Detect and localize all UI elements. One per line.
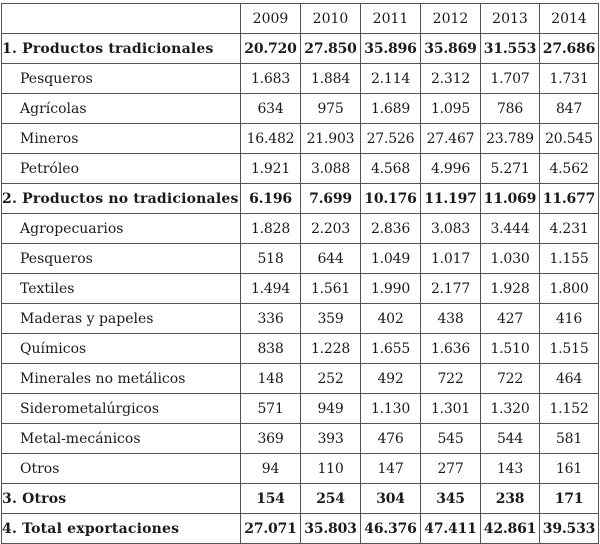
value-cell: 402 <box>361 304 421 334</box>
table-row <box>2 244 599 274</box>
row-label: Pesqueros <box>2 64 241 94</box>
value-cell: 3.088 <box>301 154 361 184</box>
value-cell: 1.561 <box>301 274 361 304</box>
value-cell: 1.155 <box>540 244 599 274</box>
value-cell: 3.083 <box>421 214 481 244</box>
value-cell: 1.152 <box>540 394 599 424</box>
value-cell: 277 <box>421 454 481 484</box>
value-cell: 427 <box>481 304 540 334</box>
year-header: 2009 <box>241 4 301 34</box>
row-label: Minerales no metálicos <box>2 364 241 394</box>
value-cell: 336 <box>241 304 301 334</box>
value-cell: 1.130 <box>361 394 421 424</box>
value-cell: 171 <box>540 484 599 514</box>
value-cell: 11.677 <box>540 184 599 214</box>
value-cell: 42.861 <box>481 514 540 544</box>
value-cell: 2.203 <box>301 214 361 244</box>
value-cell: 6.196 <box>241 184 301 214</box>
value-cell: 4.231 <box>540 214 599 244</box>
value-cell: 1.320 <box>481 394 540 424</box>
row-label: Pesqueros <box>2 244 241 274</box>
value-cell: 27.071 <box>241 514 301 544</box>
value-cell: 94 <box>241 454 301 484</box>
table-row-section <box>2 34 599 64</box>
value-cell: 464 <box>540 364 599 394</box>
table-row <box>2 304 599 334</box>
row-label: Maderas y papeles <box>2 304 241 334</box>
value-cell: 7.699 <box>301 184 361 214</box>
value-cell: 20.720 <box>241 34 301 64</box>
value-cell: 35.869 <box>421 34 481 64</box>
value-cell: 345 <box>421 484 481 514</box>
value-cell: 847 <box>540 94 599 124</box>
table-row <box>2 94 599 124</box>
row-label: 4. Total exportaciones <box>2 514 241 544</box>
value-cell: 4.568 <box>361 154 421 184</box>
value-cell: 1.636 <box>421 334 481 364</box>
table-row <box>2 274 599 304</box>
value-cell: 110 <box>301 454 361 484</box>
value-cell: 39.533 <box>540 514 599 544</box>
value-cell: 476 <box>361 424 421 454</box>
value-cell: 304 <box>361 484 421 514</box>
value-cell: 2.114 <box>361 64 421 94</box>
value-cell: 147 <box>361 454 421 484</box>
value-cell: 359 <box>301 304 361 334</box>
row-label: 3. Otros <box>2 484 241 514</box>
value-cell: 544 <box>481 424 540 454</box>
table-row <box>2 364 599 394</box>
value-cell: 1.921 <box>241 154 301 184</box>
value-cell: 10.176 <box>361 184 421 214</box>
value-cell: 1.731 <box>540 64 599 94</box>
value-cell: 1.707 <box>481 64 540 94</box>
value-cell: 23.789 <box>481 124 540 154</box>
row-label: 2. Productos no tradicionales <box>2 184 241 214</box>
value-cell: 581 <box>540 424 599 454</box>
value-cell: 518 <box>241 244 301 274</box>
row-label: Otros <box>2 454 241 484</box>
value-cell: 571 <box>241 394 301 424</box>
value-cell: 21.903 <box>301 124 361 154</box>
value-cell: 27.526 <box>361 124 421 154</box>
table-row <box>2 64 599 94</box>
table-row <box>2 214 599 244</box>
value-cell: 722 <box>421 364 481 394</box>
row-label: Textiles <box>2 274 241 304</box>
row-label: Metal-mecánicos <box>2 424 241 454</box>
table-row <box>2 454 599 484</box>
value-cell: 1.990 <box>361 274 421 304</box>
value-cell: 11.197 <box>421 184 481 214</box>
value-cell: 254 <box>301 484 361 514</box>
row-label: Químicos <box>2 334 241 364</box>
value-cell: 154 <box>241 484 301 514</box>
value-cell: 644 <box>301 244 361 274</box>
value-cell: 1.301 <box>421 394 481 424</box>
header-corner-cell <box>2 4 241 34</box>
header-row <box>2 4 599 34</box>
value-cell: 27.467 <box>421 124 481 154</box>
value-cell: 1.017 <box>421 244 481 274</box>
value-cell: 4.996 <box>421 154 481 184</box>
row-label: 1. Productos tradicionales <box>2 34 241 64</box>
value-cell: 161 <box>540 454 599 484</box>
table-row-section <box>2 484 599 514</box>
value-cell: 1.683 <box>241 64 301 94</box>
table-body <box>2 34 599 544</box>
value-cell: 148 <box>241 364 301 394</box>
row-label: Mineros <box>2 124 241 154</box>
value-cell: 1.228 <box>301 334 361 364</box>
year-header: 2014 <box>540 4 599 34</box>
value-cell: 16.482 <box>241 124 301 154</box>
value-cell: 27.686 <box>540 34 599 64</box>
value-cell: 1.689 <box>361 94 421 124</box>
table-row <box>2 424 599 454</box>
table-row <box>2 124 599 154</box>
value-cell: 1.655 <box>361 334 421 364</box>
value-cell: 438 <box>421 304 481 334</box>
table-row <box>2 334 599 364</box>
value-cell: 143 <box>481 454 540 484</box>
value-cell: 369 <box>241 424 301 454</box>
value-cell: 11.069 <box>481 184 540 214</box>
value-cell: 2.312 <box>421 64 481 94</box>
value-cell: 949 <box>301 394 361 424</box>
value-cell: 1.494 <box>241 274 301 304</box>
value-cell: 2.177 <box>421 274 481 304</box>
value-cell: 634 <box>241 94 301 124</box>
year-header: 2012 <box>421 4 481 34</box>
value-cell: 1.828 <box>241 214 301 244</box>
value-cell: 1.884 <box>301 64 361 94</box>
row-label: Agropecuarios <box>2 214 241 244</box>
value-cell: 838 <box>241 334 301 364</box>
value-cell: 393 <box>301 424 361 454</box>
value-cell: 545 <box>421 424 481 454</box>
value-cell: 238 <box>481 484 540 514</box>
value-cell: 416 <box>540 304 599 334</box>
value-cell: 1.510 <box>481 334 540 364</box>
value-cell: 2.836 <box>361 214 421 244</box>
value-cell: 3.444 <box>481 214 540 244</box>
table-row <box>2 394 599 424</box>
value-cell: 1.800 <box>540 274 599 304</box>
value-cell: 252 <box>301 364 361 394</box>
value-cell: 4.562 <box>540 154 599 184</box>
value-cell: 47.411 <box>421 514 481 544</box>
year-header: 2013 <box>481 4 540 34</box>
table-row-section <box>2 184 599 214</box>
value-cell: 786 <box>481 94 540 124</box>
value-cell: 1.095 <box>421 94 481 124</box>
value-cell: 1.515 <box>540 334 599 364</box>
value-cell: 46.376 <box>361 514 421 544</box>
value-cell: 722 <box>481 364 540 394</box>
value-cell: 35.803 <box>301 514 361 544</box>
value-cell: 1.030 <box>481 244 540 274</box>
value-cell: 20.545 <box>540 124 599 154</box>
row-label: Siderometalúrgicos <box>2 394 241 424</box>
table-row <box>2 154 599 184</box>
value-cell: 1.049 <box>361 244 421 274</box>
value-cell: 1.928 <box>481 274 540 304</box>
table-row-section <box>2 514 599 544</box>
value-cell: 492 <box>361 364 421 394</box>
year-header: 2010 <box>301 4 361 34</box>
row-label: Agrícolas <box>2 94 241 124</box>
value-cell: 975 <box>301 94 361 124</box>
exports-table <box>1 3 599 544</box>
year-header: 2011 <box>361 4 421 34</box>
row-label: Petróleo <box>2 154 241 184</box>
value-cell: 35.896 <box>361 34 421 64</box>
value-cell: 27.850 <box>301 34 361 64</box>
value-cell: 31.553 <box>481 34 540 64</box>
value-cell: 5.271 <box>481 154 540 184</box>
